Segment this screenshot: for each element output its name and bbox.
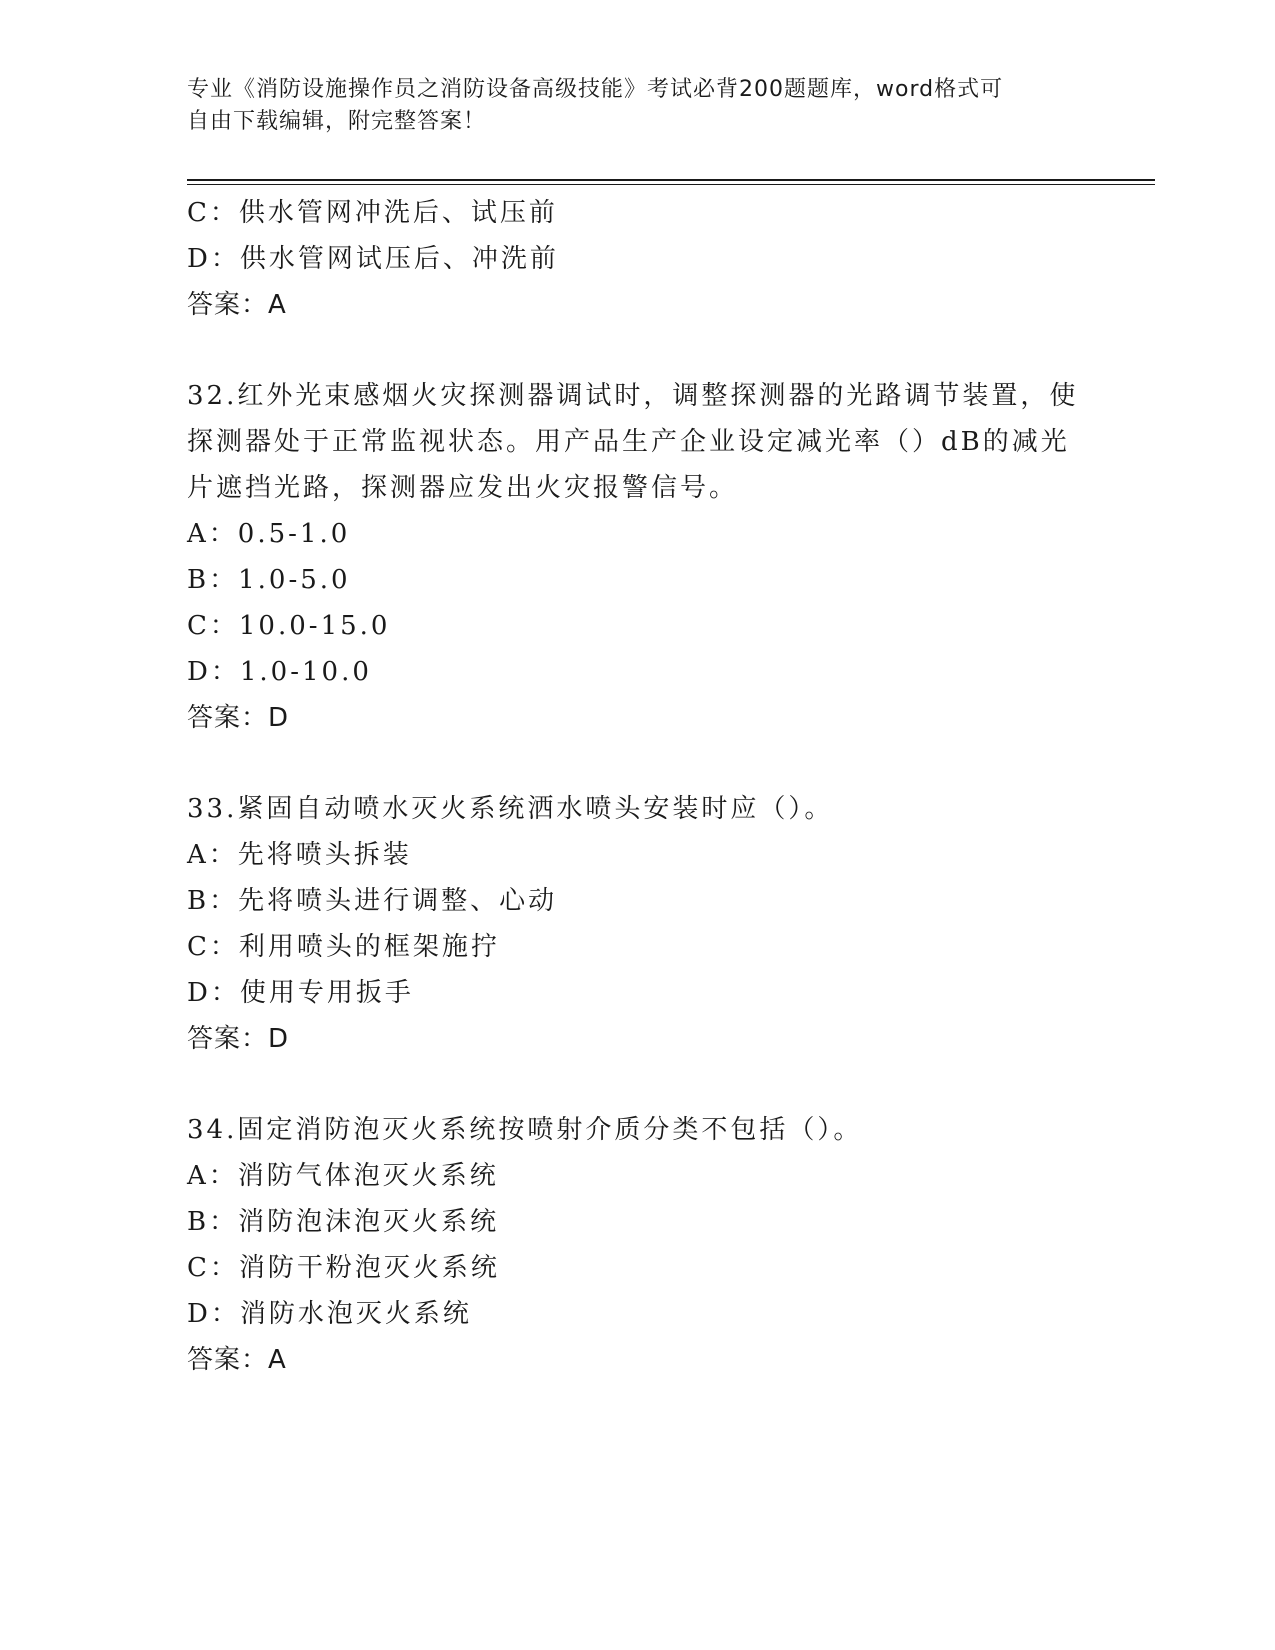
option-c: C：消防干粉泡灭火系统 <box>187 1253 500 1283</box>
question-34 <box>187 1107 1087 1383</box>
question-32 <box>187 373 1087 741</box>
document-header <box>187 74 1087 138</box>
option-a: A：0.5-1.0 <box>187 519 351 549</box>
question-33 <box>187 786 1087 1062</box>
answer-line: 答案：D <box>187 703 290 733</box>
spacer <box>187 328 1087 373</box>
option-a: A：先将喷头拆装 <box>187 840 412 870</box>
answer-line: 答案：A <box>187 1345 287 1375</box>
option-b: B：先将喷头进行调整、心动 <box>187 886 558 916</box>
option-c: C：供水管网冲洗后、试压前 <box>187 198 558 228</box>
option-d: D：使用专用扳手 <box>187 978 414 1008</box>
spacer <box>187 741 1087 786</box>
answer-line: 答案：A <box>187 290 287 320</box>
header-line-2: 自由下载编辑，附完整答案！ <box>187 109 487 134</box>
header-divider-thin <box>187 184 1155 185</box>
question-stem: 34.固定消防泡灭火系统按喷射介质分类不包括（）。 <box>187 1115 863 1145</box>
option-b: B：1.0-5.0 <box>187 565 351 595</box>
question-stem: 32.红外光束感烟火灾探测器调试时，调整探测器的光路调节装置，使 <box>187 381 1079 411</box>
question-stem: 探测器处于正常监视状态。用产品生产企业设定减光率（）dB的减光 <box>187 427 1070 457</box>
option-d: D：消防水泡灭火系统 <box>187 1299 472 1329</box>
option-d: D：供水管网试压后、冲洗前 <box>187 244 559 274</box>
option-c: C：10.0-15.0 <box>187 611 391 641</box>
option-c: C：利用喷头的框架施拧 <box>187 932 500 962</box>
spacer <box>187 1062 1087 1107</box>
header-divider-thick <box>187 179 1155 181</box>
option-d: D：1.0-10.0 <box>187 657 372 687</box>
document-body <box>187 190 1087 1383</box>
answer-line: 答案：D <box>187 1024 290 1054</box>
question-stem: 33.紧固自动喷水灭火系统洒水喷头安装时应（）。 <box>187 794 834 824</box>
option-a: A：消防气体泡灭火系统 <box>187 1161 499 1191</box>
question-stem: 片遮挡光路，探测器应发出火灾报警信号。 <box>187 473 739 503</box>
header-line-1: 专业《消防设施操作员之消防设备高级技能》考试必背200题题库，word格式可 <box>187 77 1004 102</box>
question-fragment <box>187 190 1087 328</box>
option-b: B：消防泡沫泡灭火系统 <box>187 1207 500 1237</box>
